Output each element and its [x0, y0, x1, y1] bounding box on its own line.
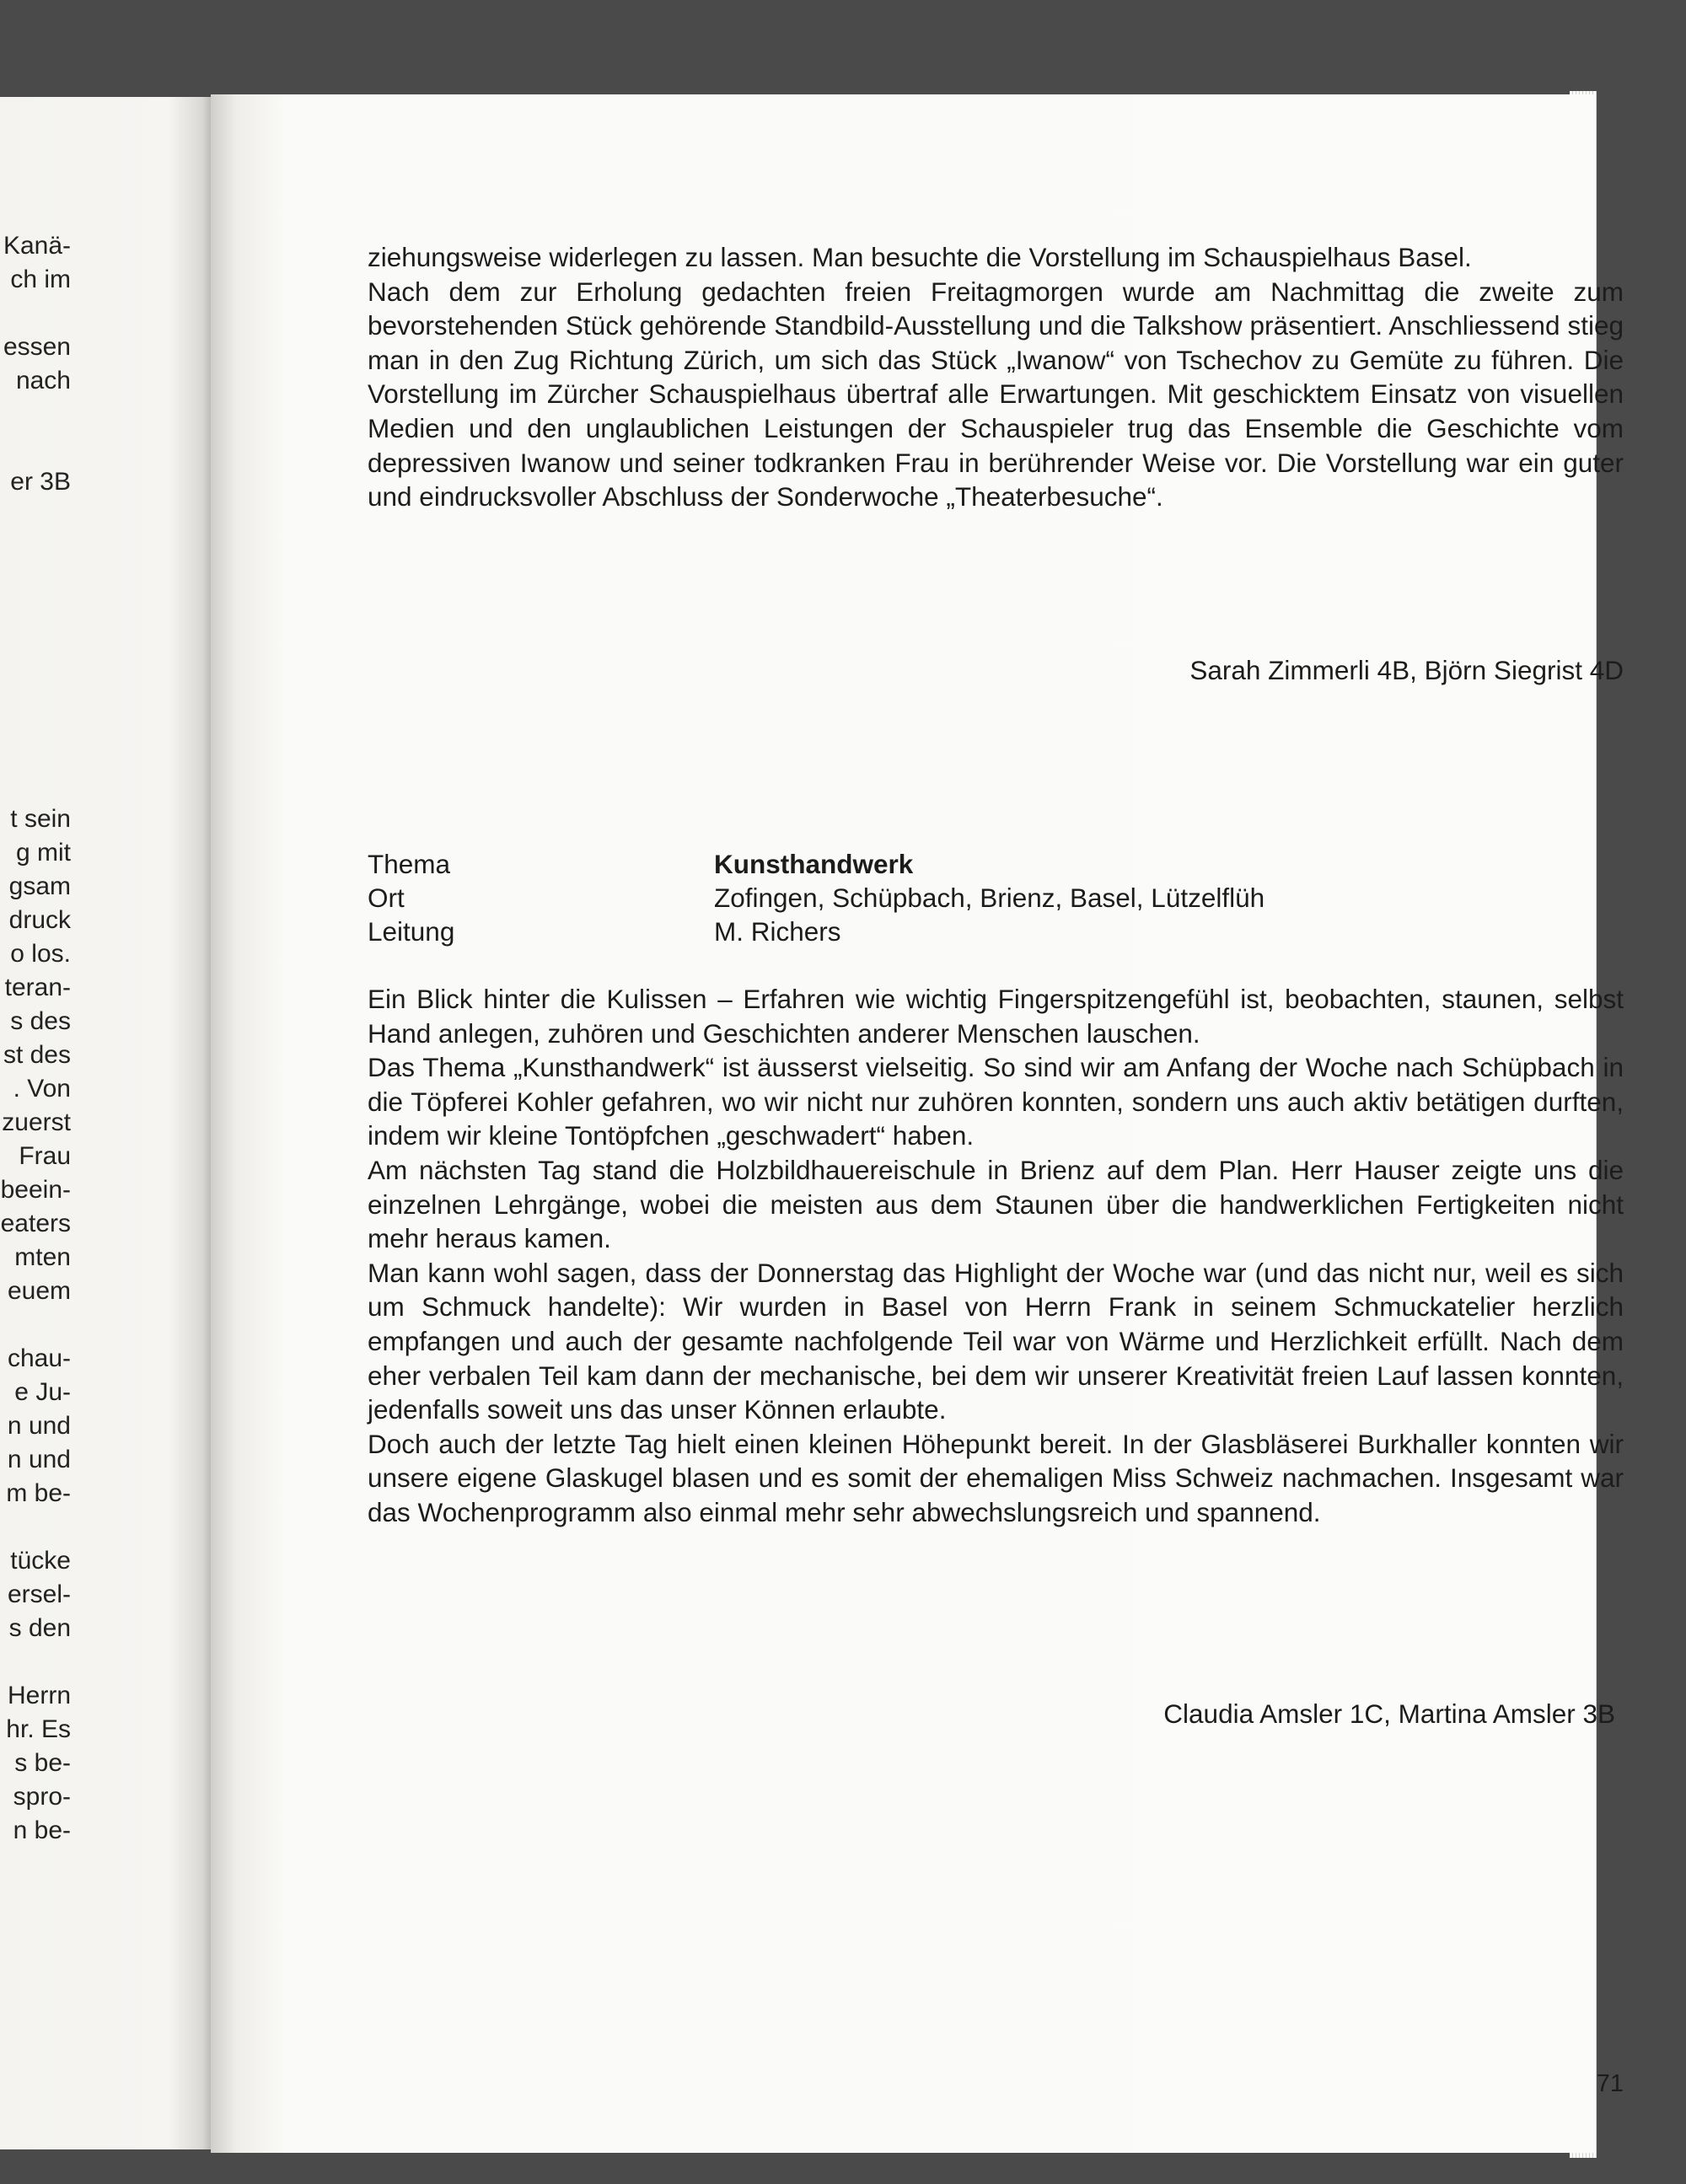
leitung-label: Leitung [368, 916, 455, 947]
leitung-value: M. Richers [714, 916, 841, 947]
left-page-line: g mit [15, 839, 71, 867]
left-page-line: chau- [7, 1344, 71, 1372]
paragraph: Nach dem zur Erholung gedachten freien Freitagmorgen wurde am Nachmittag die zweite zum bevorstehenden Stück gehörende Standbild-Ausstellung und die Talkshow präsentiert. Anschliessend stieg man in den Zug Richtung Zürich, um sich das Stück „Iwanow“ von Tschechov zu Gemüte zu führen. Die Vorstellung im Zürcher Schauspielhaus übertraf alle Erwartungen. Mit geschicktem Einsatz von visuellen Medien und den unglaublichen Leistungen der Schauspieler trug das Ensemble die Geschichte vom depressiven Iwanow und seiner todkranken Frau in berührender Weise vor. Die Vorstellung war ein guter und eindrucksvoller Abschluss der Sonderwoche „Theaterbesuche“. [368, 276, 1624, 512]
left-page-line: e Ju- [14, 1378, 71, 1406]
left-page-line: nach [15, 367, 71, 394]
left-page-line: n und [7, 1446, 71, 1473]
paragraph: Am nächsten Tag stand die Holzbildhauereischule in Brienz auf dem Plan. Herr Hauser zeigte uns die einzelnen Lehrgänge, wobei die meisten aus dem Staunen über die handwerklichen Fertigkeiten nicht mehr heraus kamen. [368, 1154, 1624, 1254]
ort-label: Ort [368, 883, 405, 913]
left-page-line: Frau [19, 1142, 71, 1170]
left-page-line: tücke [10, 1547, 71, 1575]
left-page-line: mten [14, 1243, 71, 1271]
left-page-line: ersel- [7, 1580, 71, 1608]
left-page-line: Herrn [7, 1682, 71, 1709]
paragraph: Ein Blick hinter die Kulissen – Erfahren wie wichtig Fingerspitzengefühl ist, beobachten, staunen, selbst Hand anlegen, zuhören und Geschichten anderer Menschen lauschen. [368, 984, 1624, 1049]
left-page-line: m be- [6, 1479, 71, 1507]
left-page-line: hr. Es [6, 1715, 71, 1743]
paragraph: ziehungsweise widerlegen zu lassen. Man besuchte die Vorstellung im Schauspielhaus Basel. [368, 242, 1472, 272]
left-page-line: Kanä- [3, 232, 71, 260]
left-page-line: er 3B [10, 468, 71, 496]
article-2-body [368, 982, 1624, 1530]
left-page-line: zuerst [2, 1108, 71, 1136]
thema-label: Thema [368, 849, 451, 879]
left-page-line: ch im [10, 266, 71, 293]
article-1-authors: Sarah Zimmerli 4B, Björn Siegrist 4D [1189, 655, 1624, 685]
left-page-line: druck [8, 906, 71, 934]
article-2-authors: Claudia Amsler 1C, Martina Amsler 3B [1163, 1698, 1615, 1729]
left-page-line: euem [7, 1277, 71, 1305]
left-page-line: s be- [14, 1749, 71, 1777]
left-page-line: t sein [10, 805, 71, 833]
left-page-line: st des [3, 1041, 71, 1069]
left-page-line: s des [10, 1007, 71, 1035]
left-page-line: n und [7, 1412, 71, 1440]
left-page-line: o los. [10, 940, 71, 968]
paragraph: Das Thema „Kunsthandwerk“ ist äusserst vielseitig. So sind wir am Anfang der Woche nach Schüpbach in die Töpferei Kohler gefahren, wo wir nicht nur zuhören konnten, sondern uns auch aktiv betätigen durften, indem wir kleine Tontöpfchen „geschwadert“ haben. [368, 1052, 1624, 1151]
left-page-line: beein- [0, 1176, 71, 1204]
paragraph: Man kann wohl sagen, dass der Donnerstag das Highlight der Woche war (und das nicht nur, weil es sich um Schmuck handelte): Wir wurden in Basel von Herrn Frank in seinem Schmuckatelier herzlich empfangen und auch der gesamte nachfolgende Teil war von Wärme und Herzlichkeit erfüllt. Nach dem eher verbalen Teil kam dann der mechanische, bei dem wir unserer Kreativität freien Lauf lassen konnten, jedenfalls soweit uns das unser Können erlaubte. [368, 1257, 1624, 1425]
page-number: 71 [1596, 2070, 1624, 2097]
left-page-line: s den [8, 1614, 71, 1642]
paragraph: Doch auch der letzte Tag hielt einen kleinen Höhepunkt bereit. In der Glasbläserei Burkhaller konnten wir unsere eigene Glaskugel blasen und es somit der ehemaligen Miss Schweiz nachmachen. Insgesamt war das Wochenprogramm also einmal mehr sehr abwechslungsreich und spannend. [368, 1428, 1624, 1527]
left-page-line: gsam [8, 872, 71, 900]
left-page-line: . Von [13, 1075, 71, 1103]
left-page-line: spro- [13, 1783, 71, 1811]
thema-value: Kunsthandwerk [714, 849, 914, 879]
article-1-body [368, 240, 1624, 514]
left-page-line: n be- [13, 1816, 71, 1844]
left-page-line: essen [3, 333, 71, 361]
left-page-line: eaters [0, 1210, 71, 1237]
ort-value: Zofingen, Schüpbach, Brienz, Basel, Lützelflüh [714, 883, 1265, 913]
left-page-line: teran- [4, 974, 71, 1001]
right-page [211, 94, 1624, 2153]
left-page [0, 97, 211, 2149]
